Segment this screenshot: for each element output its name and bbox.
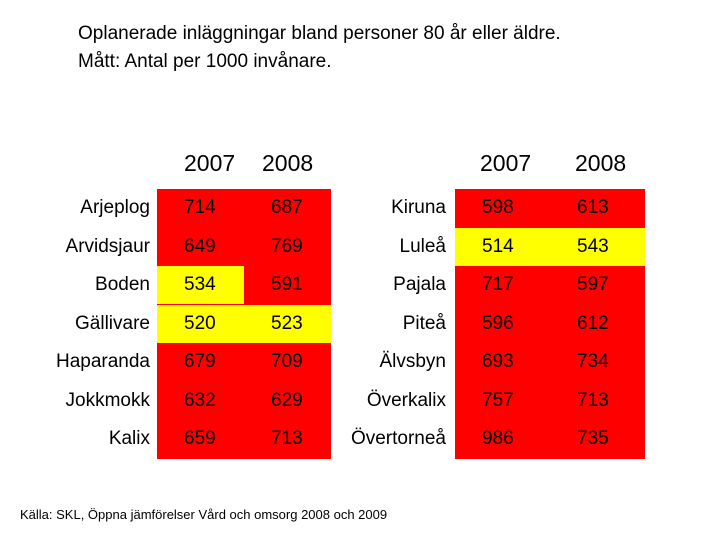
municipality-label: Arvidsjaur: [65, 235, 150, 257]
value-cell-2008: 523: [244, 305, 331, 343]
right-header-2008: 2008: [575, 150, 627, 176]
municipality-label: Piteå: [402, 312, 446, 334]
value-cell-2008: 735: [550, 420, 645, 458]
value-cell-2007: 679: [157, 343, 244, 381]
value-cell-2008: 687: [244, 189, 331, 227]
municipality-label: Pajala: [393, 274, 446, 295]
left-header-2007: 2007: [184, 150, 236, 176]
municipality-label: Överkalix: [366, 389, 446, 411]
value-cell-2008: 613: [550, 189, 645, 227]
value-cell-2007: 757: [455, 382, 550, 420]
value-cell-2007: 520: [157, 305, 244, 343]
title-line-2: Mått: Antal per 1000 invånare.: [78, 51, 332, 72]
title-line-1: Oplanerade inläggningar bland personer 80 år eller äldre.: [78, 23, 561, 44]
chart-title: [78, 20, 561, 76]
value-cell-2008: 612: [550, 305, 645, 343]
municipality-label: Luleå: [399, 235, 446, 257]
value-cell-2007: 693: [455, 343, 550, 381]
value-cell-2007: 598: [455, 189, 550, 227]
municipality-label: Haparanda: [55, 351, 150, 372]
value-cell-2007: 659: [157, 420, 244, 458]
value-cell-2008: 591: [244, 266, 331, 304]
source-note: Källa: SKL, Öppna jämförelser Vård och omsorg 2008 och 2009: [20, 507, 388, 522]
value-cell-2008: 543: [550, 228, 645, 266]
value-cell-2007: 632: [157, 382, 244, 420]
value-cell-2008: 769: [244, 228, 331, 266]
value-cell-2007: 534: [157, 266, 244, 304]
value-cell-2008: 709: [244, 343, 331, 381]
value-cell-2008: 734: [550, 343, 645, 381]
value-cell-2007: 596: [455, 305, 550, 343]
value-cell-2007: 986: [455, 420, 550, 458]
municipality-label: Arjeplog: [80, 197, 150, 218]
value-cell-2007: 649: [157, 228, 244, 266]
municipality-label: Älvsbyn: [379, 351, 446, 372]
municipality-label: Övertorneå: [350, 428, 446, 449]
value-cell-2008: 713: [550, 382, 645, 420]
value-cell-2007: 717: [455, 266, 550, 304]
value-cell-2007: 714: [157, 189, 244, 227]
municipality-label: Kalix: [108, 428, 150, 449]
municipality-label: Kiruna: [391, 197, 446, 218]
right-header-2007: 2007: [480, 150, 532, 176]
municipality-label: Jokkmokk: [65, 389, 150, 411]
municipality-label: Boden: [95, 274, 150, 295]
left-header-2008: 2008: [262, 150, 314, 176]
value-cell-2008: 629: [244, 382, 331, 420]
municipality-label: Gällivare: [75, 312, 150, 334]
value-cell-2008: 597: [550, 266, 645, 304]
value-cell-2007: 514: [455, 228, 550, 266]
value-cell-2008: 713: [244, 420, 331, 458]
